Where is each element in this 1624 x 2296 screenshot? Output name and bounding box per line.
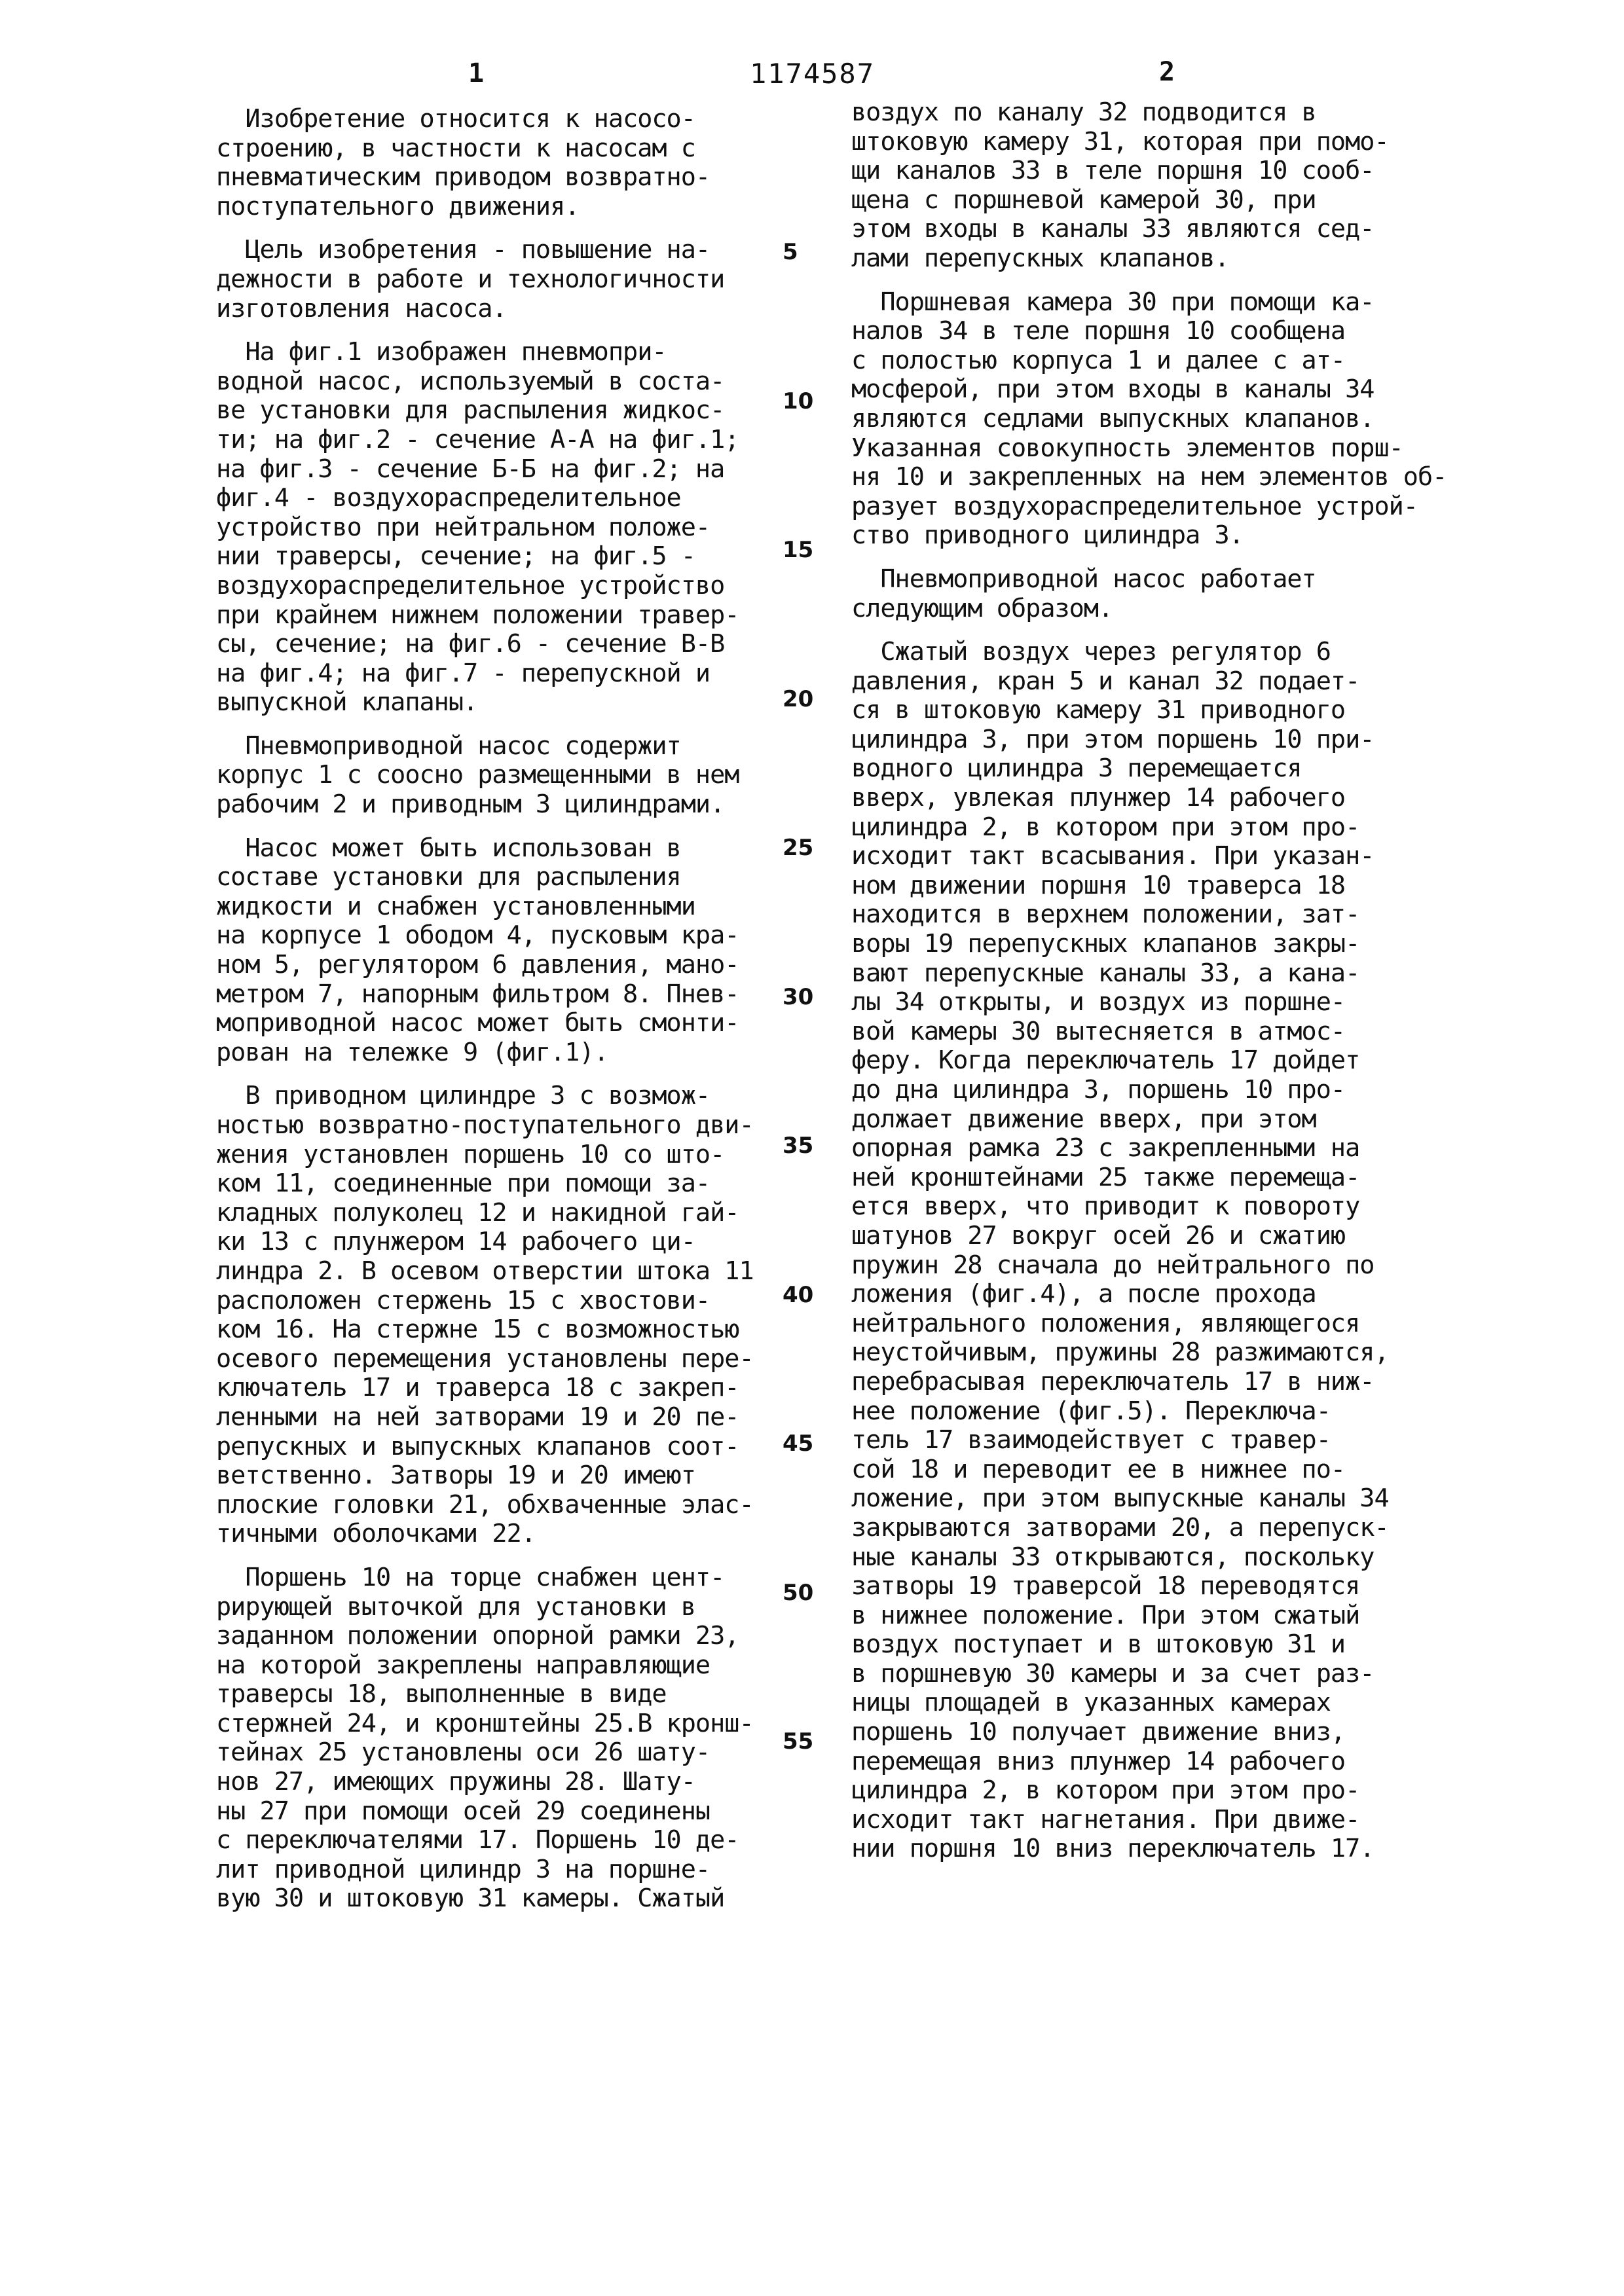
text-line: цилиндра 3, при этом поршень 10 при- [851,725,1414,755]
text-line: рован на тележке 9 (фиг.1). [216,1038,779,1068]
text-line: строению, в частности к насосам с [216,134,779,164]
line-number: 25 [783,837,813,859]
text-line: ностью возвратно-поступательного дви- [216,1111,779,1140]
line-number: 10 [783,390,813,412]
text-line: заданном положении опорной рамки 23, [216,1622,779,1651]
line-number: 40 [783,1284,813,1306]
column-number-right: 2 [1159,59,1175,85]
text-line: кладных полуколец 12 и накидной гай- [216,1199,779,1228]
text-line: нейтрального положения, являющегося [851,1309,1414,1339]
paragraph-gap [851,551,1414,565]
text-line: изготовления насоса. [216,295,779,324]
text-line: Поршень 10 на торце снабжен цент- [216,1563,779,1593]
text-line: ложения (фиг.4), а после прохода [851,1280,1414,1309]
text-line: цилиндра 2, в котором при этом про- [851,813,1414,843]
text-line: составе установки для распыления [216,863,779,892]
line-number: 50 [783,1582,813,1604]
text-line: пружин 28 сначала до нейтрального по [851,1251,1414,1281]
text-line: опорная рамка 23 с закрепленными на [851,1134,1414,1163]
paragraph-gap [216,820,779,834]
text-line: с переключателями 17. Поршень 10 де- [216,1826,779,1855]
text-line: жения установлен поршень 10 со што- [216,1140,779,1170]
text-line: дежности в работе и технологичности [216,265,779,295]
patent-page [0,0,1624,2296]
text-line: воры 19 перепускных клапанов закры- [851,930,1414,959]
text-line: щена с поршневой камерой 30, при [851,186,1414,215]
text-line: водной насос, используемый в соста- [216,367,779,397]
text-line: ветственно. Затворы 19 и 20 имеют [216,1461,779,1491]
text-line: лит приводной цилиндр 3 на поршне- [216,1855,779,1885]
text-line: шатунов 27 вокруг осей 26 и сжатию [851,1222,1414,1251]
text-line: водного цилиндра 3 перемещается [851,754,1414,784]
text-line: рабочим 2 и приводным 3 цилиндрами. [216,790,779,820]
line-number: 5 [783,241,798,263]
text-line: тичными оболочками 22. [216,1520,779,1549]
text-line: нии поршня 10 вниз переключатель 17. [851,1834,1414,1864]
text-line: плоские головки 21, обхваченные элас- [216,1491,779,1520]
text-line: осевого перемещения установлены пере- [216,1345,779,1374]
text-line: ня 10 и закрепленных на нем элементов об- [851,463,1414,492]
text-line: должает движение вверх, при этом [851,1105,1414,1135]
text-line: ном движении поршня 10 траверса 18 [851,871,1414,901]
line-number: 55 [783,1730,813,1753]
text-line: тейнах 25 установлены оси 26 шату- [216,1738,779,1768]
text-line: при крайнем нижнем положении травер- [216,601,779,630]
column-number-left: 1 [468,60,484,86]
text-line: воздухораспределительное устройство [216,572,779,601]
text-line: пневматическим приводом возвратно- [216,163,779,192]
text-line: с полостью корпуса 1 и далее с ат- [851,346,1414,376]
text-line: ство приводного цилиндра 3. [851,521,1414,551]
text-line: до дна цилиндра 3, поршень 10 про- [851,1076,1414,1105]
line-number-gutter [783,0,841,2296]
line-number: 20 [783,688,813,710]
text-line: Указанная совокупность элементов порш- [851,434,1414,464]
text-line: корпус 1 с соосно размещенными в нем [216,761,779,790]
text-line: являются седлами выпускных клапанов. [851,405,1414,434]
line-number: 30 [783,986,813,1008]
text-line: цилиндра 2, в котором при этом про- [851,1776,1414,1806]
text-line: Цель изобретения - повышение на- [216,236,779,265]
text-line: Изобретение относится к насосо- [216,105,779,134]
text-line: стержней 24, и кронштейны 25.В кронш- [216,1709,779,1739]
text-line: На фиг.1 изображен пневмопри- [216,338,779,367]
text-line: сы, сечение; на фиг.6 - сечение В-В [216,630,779,659]
text-line: жидкости и снабжен установленными [216,892,779,922]
text-line: следующим образом. [851,594,1414,624]
text-line: Сжатый воздух через регулятор 6 [851,638,1414,667]
text-line: тель 17 взаимодействует с травер- [851,1426,1414,1455]
paragraph-gap [851,274,1414,288]
line-number: 35 [783,1135,813,1157]
text-line: вверх, увлекая плунжер 14 рабочего [851,784,1414,813]
text-line: нии траверсы, сечение; на фиг.5 - [216,542,779,572]
text-line: в поршневую 30 камеры и за счет раз- [851,1660,1414,1689]
text-line: неустойчивым, пружины 28 разжимаются, [851,1338,1414,1368]
text-line: Пневмоприводной насос содержит [216,732,779,761]
text-line: в нижнее положение. При этом сжатый [851,1601,1414,1631]
text-line: разует воздухораспределительное устрой- [851,492,1414,522]
text-line: находится в верхнем положении, зат- [851,900,1414,930]
text-line: феру. Когда переключатель 17 дойдет [851,1046,1414,1076]
text-line: фиг.4 - воздухораспределительное [216,484,779,513]
paragraph-gap [216,323,779,338]
text-line: исходит такт всасывания. При указан- [851,842,1414,871]
text-line: рирующей выточкой для установки в [216,1593,779,1622]
text-line: ней кронштейнами 25 также перемеща- [851,1163,1414,1193]
text-line: ные каналы 33 открываются, поскольку [851,1543,1414,1573]
text-line: на корпусе 1 ободом 4, пусковым кра- [216,921,779,951]
text-line: ложение, при этом выпускные каналы 34 [851,1484,1414,1514]
text-line: ком 16. На стержне 15 с возможностью [216,1315,779,1345]
paragraph-gap [851,623,1414,638]
text-line: ленными на ней затворами 19 и 20 пе- [216,1403,779,1432]
text-line: Поршневая камера 30 при помощи ка- [851,288,1414,318]
paragraph-gap [216,1549,779,1563]
text-line: закрываются затворами 20, а перепуск- [851,1514,1414,1543]
text-line: лы 34 открыты, и воздух из поршне- [851,988,1414,1017]
text-line: сой 18 и переводит ее в нижнее по- [851,1455,1414,1485]
text-line: штоковую камеру 31, которая при помо- [851,128,1414,157]
text-line: метром 7, напорным фильтром 8. Пнев- [216,980,779,1010]
text-line: ключатель 17 и траверса 18 с закреп- [216,1374,779,1403]
text-line: исходит такт нагнетания. При движе- [851,1806,1414,1835]
paragraph-gap [216,718,779,732]
text-line: налов 34 в теле поршня 10 сообщена [851,317,1414,346]
text-line: ки 13 с плунжером 14 рабочего ци- [216,1228,779,1257]
text-line: на фиг.4; на фиг.7 - перепускной и [216,659,779,689]
text-line: поршень 10 получает движение вниз, [851,1718,1414,1747]
text-line: этом входы в каналы 33 являются сед- [851,215,1414,244]
text-line: перемещая вниз плунжер 14 рабочего [851,1747,1414,1777]
text-column-left [216,105,779,1914]
text-line: моприводной насос может быть смонти- [216,1009,779,1038]
text-line: ком 11, соединенные при помощи за- [216,1169,779,1199]
line-number: 15 [783,539,813,561]
text-line: линдра 2. В осевом отверстии штока 11 [216,1257,779,1286]
text-line: мосферой, при этом входы в каналы 34 [851,375,1414,405]
text-line: вую 30 и штоковую 31 камеры. Сжатый [216,1884,779,1914]
text-line: на которой закреплены направляющие [216,1651,779,1681]
text-line: В приводном цилиндре 3 с возмож- [216,1082,779,1111]
text-line: перебрасывая переключатель 17 в ниж- [851,1368,1414,1397]
text-line: вой камеры 30 вытесняется в атмос- [851,1017,1414,1047]
text-line: воздух поступает и в штоковую 31 и [851,1630,1414,1660]
text-line: ном 5, регулятором 6 давления, мано- [216,951,779,980]
text-line: вают перепускные каналы 33, а кана- [851,959,1414,989]
text-line: Насос может быть использован в [216,834,779,864]
text-line: поступательного движения. [216,192,779,222]
text-line: устройство при нейтральном положе- [216,513,779,543]
text-line: ве установки для распыления жидкос- [216,396,779,426]
text-line: нов 27, имеющих пружины 28. Шату- [216,1768,779,1797]
text-line: щи каналов 33 в теле поршня 10 сооб- [851,156,1414,186]
text-line: на фиг.3 - сечение Б-Б на фиг.2; на [216,455,779,484]
text-line: ны 27 при помощи осей 29 соединены [216,1797,779,1827]
text-line: репускных и выпускных клапанов соот- [216,1432,779,1462]
text-line: Пневмоприводной насос работает [851,565,1414,594]
text-line: ти; на фиг.2 - сечение А-А на фиг.1; [216,426,779,455]
text-line: ся в штоковую камеру 31 приводного [851,696,1414,725]
text-column-right [851,98,1414,1864]
text-line: ницы площадей в указанных камерах [851,1688,1414,1718]
paragraph-gap [216,1067,779,1082]
text-line: ется вверх, что приводит к повороту [851,1192,1414,1222]
text-line: затворы 19 траверсой 18 переводятся [851,1572,1414,1601]
text-line: давления, кран 5 и канал 32 подает- [851,667,1414,697]
text-line: лами перепускных клапанов. [851,244,1414,274]
line-number: 45 [783,1432,813,1455]
text-line: выпускной клапаны. [216,688,779,718]
text-line: нее положение (фиг.5). Переключа- [851,1397,1414,1427]
text-line: траверсы 18, выполненные в виде [216,1680,779,1709]
paragraph-gap [216,221,779,236]
text-line: воздух по каналу 32 подводится в [851,98,1414,128]
text-line: расположен стержень 15 с хвостови- [216,1286,779,1316]
patent-number: 1174587 [750,60,875,88]
